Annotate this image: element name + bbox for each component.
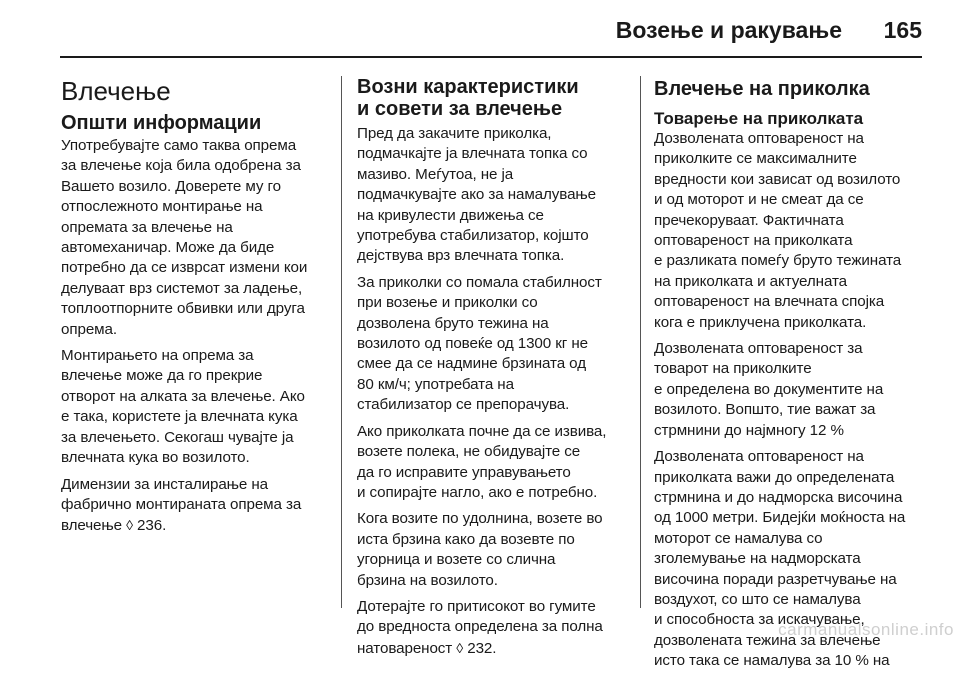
paragraph-1: Употребувајте само таква опрема за влечење која била одобрена за Вашето возило. Доверете му го отпослежното монтирање на опремата за влечење на автомеханичар. Може да биде потребно да се изврсат измени кои делуваат врз системот за ладење, топлоотпорните обвивки или друга опрема.	[61, 137, 308, 338]
column-2	[357, 76, 629, 665]
paragraph-4: Кога возите по удолнина, возете во иста брзина како да возевте по угорница и возете со слична брзина на возилото.	[357, 510, 603, 589]
paragraph-text: Димензии за инсталирање на фабрично монтираната опрема за влечење	[61, 475, 302, 535]
column-divider-1	[341, 76, 342, 608]
page-number: 165	[883, 17, 922, 43]
paragraph-3: Дозволената оптовареност на приколката важи до определената стрмнина и до надморска височина од 1000 метри. Бидејќи моќноста на моторот се намалува со зголемување на надморската височина поради разретчување на воздухот, со што се намалува и способноста за искачување, дозволената тежина за влечење исто така се намалува за 10 % на	[654, 448, 906, 670]
column-1	[61, 76, 329, 543]
page-reference-link[interactable]: 232.	[467, 639, 497, 657]
section-title-towing: Влечење	[61, 76, 171, 106]
subsection-title-trailer-loading: Товарење на приколката	[654, 109, 864, 128]
watermark: carmanualsonline.info	[778, 620, 954, 639]
header-divider	[60, 56, 922, 58]
section-title-trailer-towing: Влечење на приколка	[654, 78, 870, 100]
paragraph-1: Пред да закачите приколка, подмачкајте ја влечната топка со мазиво. Меѓутоа, не ја подмачкувајте ако за намалување на кривулести движења се употребува стабилизатор, којшто дејствува врз влечната топка.	[357, 125, 597, 265]
column-divider-2	[640, 76, 641, 608]
paragraph-3	[61, 475, 329, 537]
page-reference-link[interactable]: 236.	[137, 517, 167, 535]
paragraph-5	[357, 597, 629, 659]
page-reference-icon: ◊	[126, 517, 133, 534]
paragraph-3: Ако приколката почне да се извива, возете полека, не обидувајте се да го исправите управувањето и сопирајте нагло, ако е потребно.	[357, 422, 607, 501]
paragraph-2: Дозволената оптовареност за товарот на приколките е определена во документите на возилото. Вопшто, тие важат за стрмнини до најмногу 12 %	[654, 340, 884, 439]
title-line-1: Возни карактеристики	[357, 76, 579, 98]
section-title-driving-tips	[357, 76, 629, 120]
paragraph-2: Монтирањето на опрема за влечење може да го прекрие отворот на алката за влечење. Ако е така, користете ја влечната кука за влечењето. Секогаш чувајте ја влечната кука во возилото.	[61, 347, 305, 467]
paragraph-1: Дозволената оптовареност на приколките се максималните вредности кои зависат од возилото и од моторот и не смеат да се пречекоруваат. Фактичната оптовареност на приколката е разликата помеѓу бруто тежината на приколката и актуелната оптовареност на влечната спојка кога е приклучена приколката.	[654, 130, 902, 331]
page-reference-icon: ◊	[456, 639, 464, 656]
subsection-title-general-info: Општи информации	[61, 112, 262, 134]
title-line-2: и совети за влечење	[357, 98, 563, 120]
paragraph-text: Дотерајте го притисокот во гумите до вредноста определена за полна натовареност	[357, 597, 603, 657]
page-header	[0, 0, 960, 58]
paragraph-2: За приколки со помала стабилност при возење и приколки со дозволена бруто тежина на возилото од повеќе од 1300 кг не смее да се надмине брзината од 80 км/ч; употребата на стабилизатор се препорачува.	[357, 273, 602, 414]
column-3	[654, 76, 930, 678]
chapter-title: Возење и ракување	[615, 17, 842, 43]
